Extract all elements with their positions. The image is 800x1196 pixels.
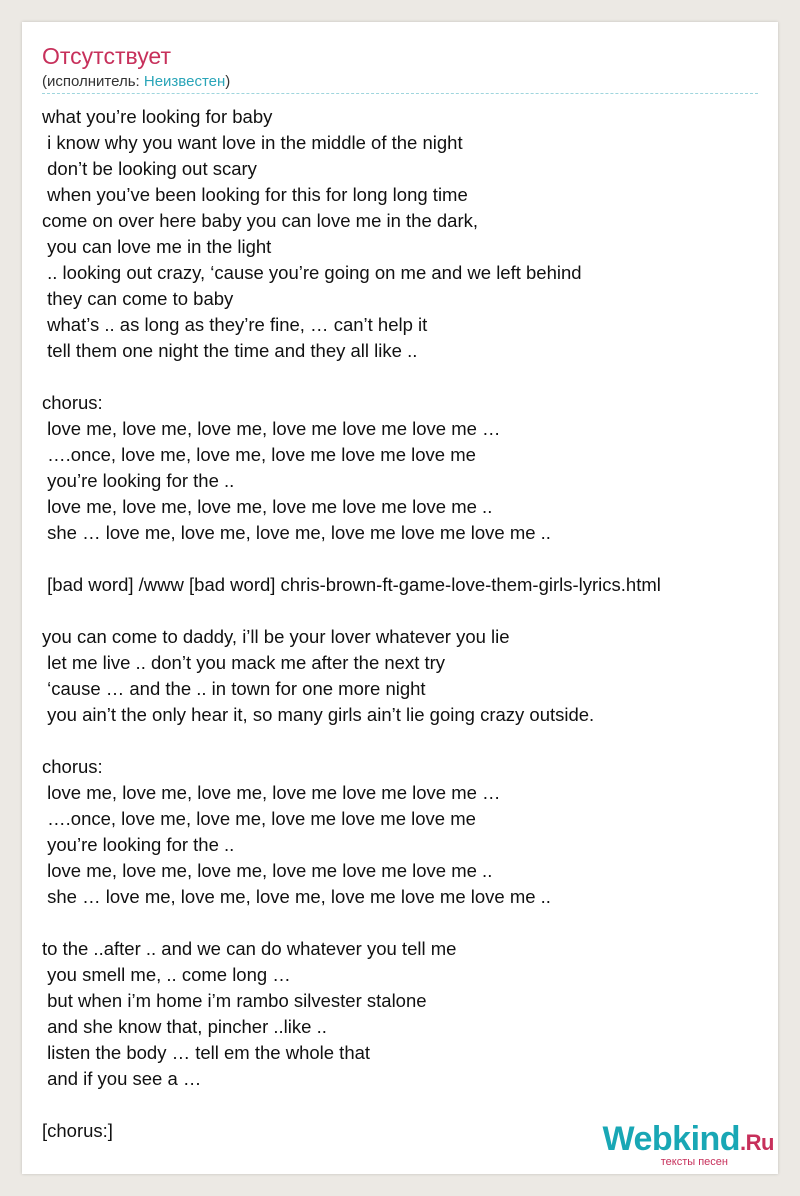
lyrics-card	[22, 22, 778, 1174]
site-logo[interactable]	[603, 1122, 775, 1168]
lyrics-text: what you’re looking for baby i know why you want love in the middle of the night don’t be looking out scary when you’ve been looking for this for long long time come on over here baby you can love me in the dark, you can love me in the light .. looking out crazy, ‘cause you’re going on me and we left behind they can come to baby what’s .. as long as they’re fine, … can’t help it tell them one night the time and they all like .. chorus: love me, love me, love me, love me love me love me … ….once, love me, love me, love me love me love me you’re looking for the .. love me, love me, love me, love me love me love me .. she … love me, love me, love me, love me love me love me .. [bad word] /www [bad word] chris-brown-ft-game-love-them-girls-lyrics.html you can come to daddy, i’ll be your lover whatever you lie let me live .. don’t you mack me after the next try ‘cause … and the .. in town for one more night you ain’t the only hear it, so many girls ain’t lie going crazy outside. chorus: love me, love me, love me, love me love me love me … ….once, love me, love me, love me love me love me you’re looking for the .. love me, love me, love me, love me love me love me .. she … love me, love me, love me, love me love me love me .. to the ..after .. and we can do whatever you tell me you smell me, .. come long … but when i’m home i’m rambo silvester stalone and she know that, pincher ..like .. listen the body … tell em the whole that and if you see a … [chorus:]	[42, 106, 661, 1141]
artist-link[interactable]: Неизвестен	[143, 73, 226, 90]
artist-suffix: )	[225, 73, 231, 90]
song-title: Отсутствует	[42, 43, 171, 69]
logo-wordmark	[603, 1122, 775, 1160]
logo-subtitle: тексты песен	[660, 1156, 728, 1168]
artist-line	[42, 73, 230, 91]
artist-prefix: (исполнитель:	[42, 73, 144, 90]
logo-main-text: Webkind	[602, 1120, 741, 1158]
divider	[42, 93, 758, 94]
logo-tld: .Ru	[740, 1130, 774, 1155]
